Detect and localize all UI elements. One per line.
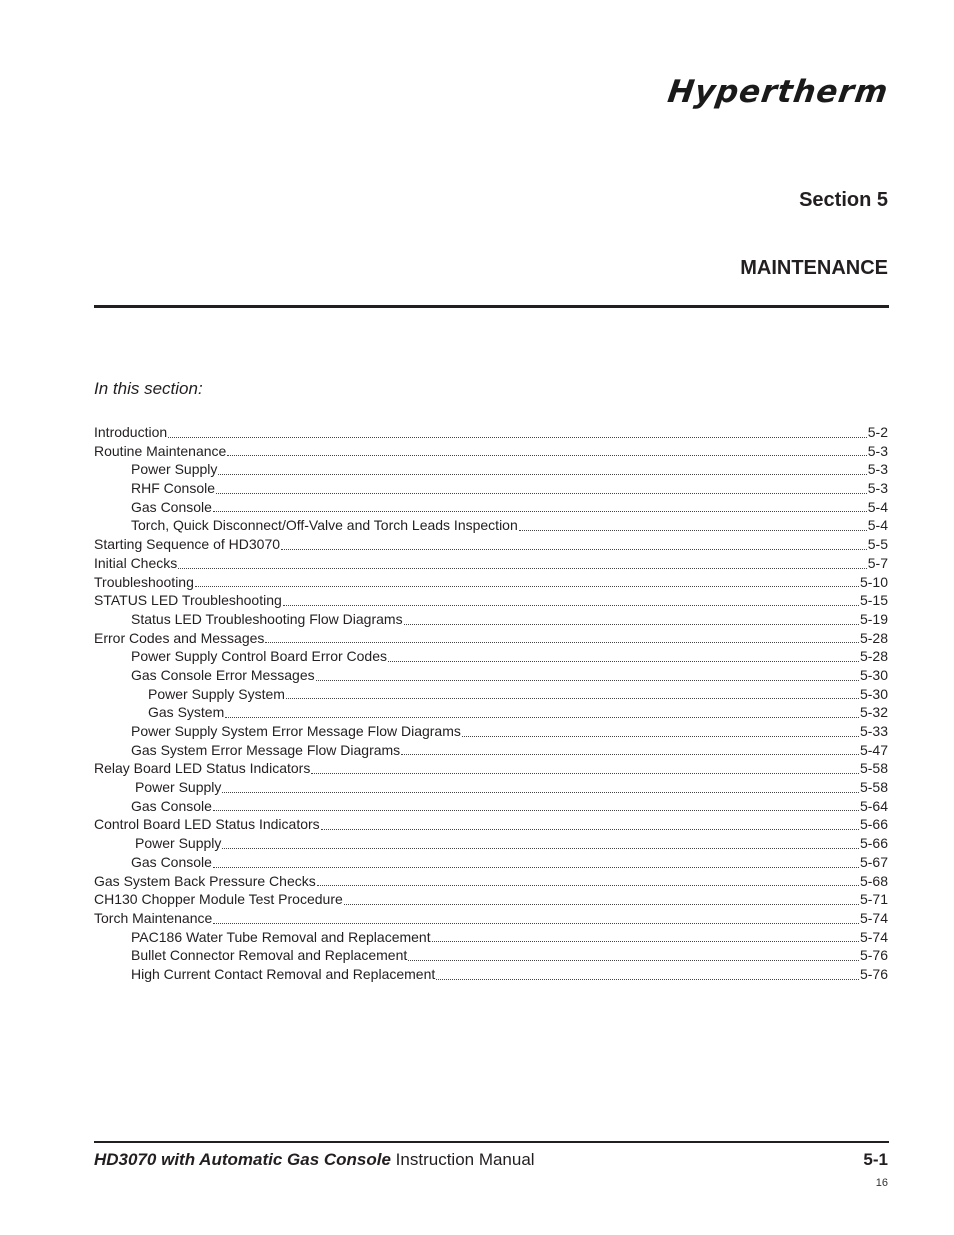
toc-entry-page: 5-68	[859, 872, 888, 889]
toc-entry[interactable]	[94, 834, 888, 853]
toc-entry[interactable]	[94, 797, 888, 816]
toc-entry-title: Gas Console	[131, 853, 212, 870]
toc-entry[interactable]	[94, 479, 888, 498]
toc-entry-title: Gas System Back Pressure Checks	[94, 872, 316, 889]
toc-leader-dots	[213, 922, 859, 924]
toc-entry[interactable]	[94, 890, 888, 909]
toc-leader-dots	[178, 567, 867, 569]
toc-leader-dots	[283, 604, 859, 606]
toc-entry[interactable]	[94, 853, 888, 872]
toc-leader-dots	[404, 623, 859, 625]
toc-entry[interactable]	[94, 535, 888, 554]
table-of-contents	[94, 423, 888, 984]
toc-entry-title: Gas Console	[131, 797, 212, 814]
toc-leader-dots	[436, 978, 859, 980]
footer-divider	[94, 1141, 889, 1143]
toc-entry-title: Power Supply System Error Message Flow Diagrams	[131, 723, 461, 739]
toc-entry-page: 5-74	[859, 928, 888, 945]
toc-entry-title: Error Codes and Messages	[94, 629, 265, 646]
toc-leader-dots	[222, 791, 859, 793]
toc-entry-page: 5-3	[867, 461, 888, 478]
toc-entry-title: Gas System Error Message Flow Diagrams	[131, 741, 401, 758]
toc-entry-title: Control Board LED Status Indicators	[94, 816, 320, 833]
toc-entry-page: 5-64	[859, 797, 888, 814]
toc-entry[interactable]	[94, 722, 888, 741]
toc-entry[interactable]	[94, 442, 888, 461]
toc-entry-page: 5-10	[859, 573, 888, 590]
toc-leader-dots	[281, 548, 867, 550]
toc-entry-title: CH130 Chopper Module Test Procedure	[94, 891, 343, 908]
toc-entry-page: 5-33	[859, 723, 888, 739]
toc-entry[interactable]	[94, 591, 888, 610]
toc-entry-title: Power Supply	[135, 835, 222, 852]
toc-entry[interactable]	[94, 909, 888, 928]
section-title: MAINTENANCE	[740, 257, 888, 279]
toc-entry[interactable]	[94, 872, 888, 891]
toc-leader-dots	[218, 473, 866, 475]
toc-entry-page: 5-15	[859, 592, 888, 609]
toc-entry[interactable]	[94, 815, 888, 834]
toc-entry-page: 5-28	[859, 648, 888, 665]
toc-entry-title: High Current Contact Removal and Replacement	[131, 965, 436, 982]
toc-entry-title: Power Supply	[135, 779, 222, 796]
toc-leader-dots	[213, 866, 859, 868]
toc-entry-title: Power Supply Control Board Error Codes	[131, 648, 388, 665]
toc-entry-page: 5-2	[867, 424, 888, 440]
toc-leader-dots	[213, 809, 859, 811]
toc-entry-page: 5-67	[859, 853, 888, 870]
toc-entry[interactable]	[94, 573, 888, 592]
toc-entry[interactable]	[94, 554, 888, 573]
toc-entry-title: Gas Console Error Messages	[131, 666, 315, 683]
toc-entry[interactable]	[94, 460, 888, 479]
toc-leader-dots	[519, 529, 867, 531]
toc-entry[interactable]	[94, 965, 888, 984]
toc-leader-dots	[213, 510, 867, 512]
toc-entry-title: Introduction	[94, 424, 168, 440]
toc-entry[interactable]	[94, 778, 888, 797]
toc-entry[interactable]	[94, 423, 888, 442]
footer-doc-type: Instruction Manual	[395, 1150, 535, 1169]
toc-entry-title: Initial Checks	[94, 554, 178, 571]
toc-entry-title: Troubleshooting	[94, 573, 194, 590]
toc-leader-dots	[222, 847, 859, 849]
toc-entry-page: 5-47	[859, 741, 888, 758]
toc-entry-page: 5-66	[859, 835, 888, 852]
toc-entry-title: Status LED Troubleshooting Flow Diagrams	[131, 610, 403, 627]
footer-page-label: 5-1	[863, 1150, 888, 1169]
toc-entry[interactable]	[94, 647, 888, 666]
toc-entry-page: 5-4	[867, 517, 888, 534]
toc-leader-dots	[344, 903, 859, 905]
toc-entry-page: 5-4	[867, 498, 888, 515]
toc-entry[interactable]	[94, 946, 888, 965]
toc-entry[interactable]	[94, 610, 888, 629]
toc-entry-page: 5-58	[859, 760, 888, 777]
header-divider	[94, 305, 889, 308]
toc-entry[interactable]	[94, 741, 888, 760]
footer-title	[94, 1150, 535, 1170]
toc-entry[interactable]	[94, 685, 888, 704]
toc-entry[interactable]	[94, 703, 888, 722]
section-number: Section 5	[799, 189, 888, 211]
toc-leader-dots	[195, 585, 859, 587]
toc-entry-page: 5-3	[867, 442, 888, 459]
toc-entry-title: RHF Console	[131, 480, 216, 497]
toc-entry-page: 5-66	[859, 816, 888, 833]
footer-model: HD3070 with Automatic Gas Console	[94, 1150, 391, 1169]
toc-entry-page: 5-32	[859, 704, 888, 721]
toc-entry-page: 5-5	[867, 536, 888, 553]
toc-entry[interactable]	[94, 759, 888, 778]
toc-entry-title: Gas Console	[131, 498, 212, 515]
toc-entry-page: 5-30	[859, 666, 888, 683]
toc-entry-page: 5-76	[859, 965, 888, 982]
toc-entry-title: Torch Maintenance	[94, 909, 213, 926]
toc-entry-title: PAC186 Water Tube Removal and Replacement	[131, 928, 431, 945]
toc-entry-title: Gas System	[148, 704, 225, 721]
toc-entry-page: 5-76	[859, 947, 888, 964]
toc-leader-dots	[321, 828, 859, 830]
toc-entry[interactable]	[94, 516, 888, 535]
toc-leader-dots	[227, 454, 866, 456]
toc-leader-dots	[265, 641, 859, 643]
toc-entry-title: Routine Maintenance	[94, 442, 227, 459]
toc-entry-page: 5-3	[867, 480, 888, 497]
toc-entry-title: Torch, Quick Disconnect/Off-Valve and Torch Leads Inspection	[131, 517, 518, 534]
hypertherm-logo: Hypertherm	[665, 74, 891, 110]
toc-leader-dots	[388, 660, 859, 662]
toc-entry[interactable]	[94, 498, 888, 517]
toc-leader-dots	[225, 716, 859, 718]
toc-entry[interactable]	[94, 666, 888, 685]
toc-entry-title: Power Supply System	[148, 685, 285, 702]
intro-label: In this section:	[94, 379, 203, 398]
toc-entry-title: Bullet Connector Removal and Replacement	[131, 947, 408, 964]
toc-entry-page: 5-74	[859, 909, 888, 926]
toc-leader-dots	[462, 735, 859, 737]
toc-entry-title: STATUS LED Troubleshooting	[94, 592, 282, 609]
toc-entry-title: Starting Sequence of HD3070	[94, 536, 281, 553]
toc-leader-dots	[311, 772, 859, 774]
toc-leader-dots	[216, 492, 867, 494]
toc-entry[interactable]	[94, 629, 888, 648]
toc-entry-page: 5-19	[859, 610, 888, 627]
toc-entry[interactable]	[94, 928, 888, 947]
toc-entry-page: 5-71	[859, 891, 888, 908]
toc-leader-dots	[316, 679, 859, 681]
sheet-number: 16	[875, 1177, 888, 1189]
toc-leader-dots	[168, 436, 867, 438]
toc-leader-dots	[286, 697, 859, 699]
toc-entry-title: Power Supply	[131, 461, 218, 478]
toc-entry-title: Relay Board LED Status Indicators	[94, 760, 311, 777]
toc-entry-page: 5-58	[859, 779, 888, 796]
toc-leader-dots	[432, 940, 859, 942]
toc-leader-dots	[317, 884, 859, 886]
toc-leader-dots	[401, 753, 859, 755]
toc-entry-page: 5-7	[867, 554, 888, 571]
toc-leader-dots	[408, 959, 859, 961]
toc-entry-page: 5-30	[859, 685, 888, 702]
toc-entry-page: 5-28	[859, 629, 888, 646]
